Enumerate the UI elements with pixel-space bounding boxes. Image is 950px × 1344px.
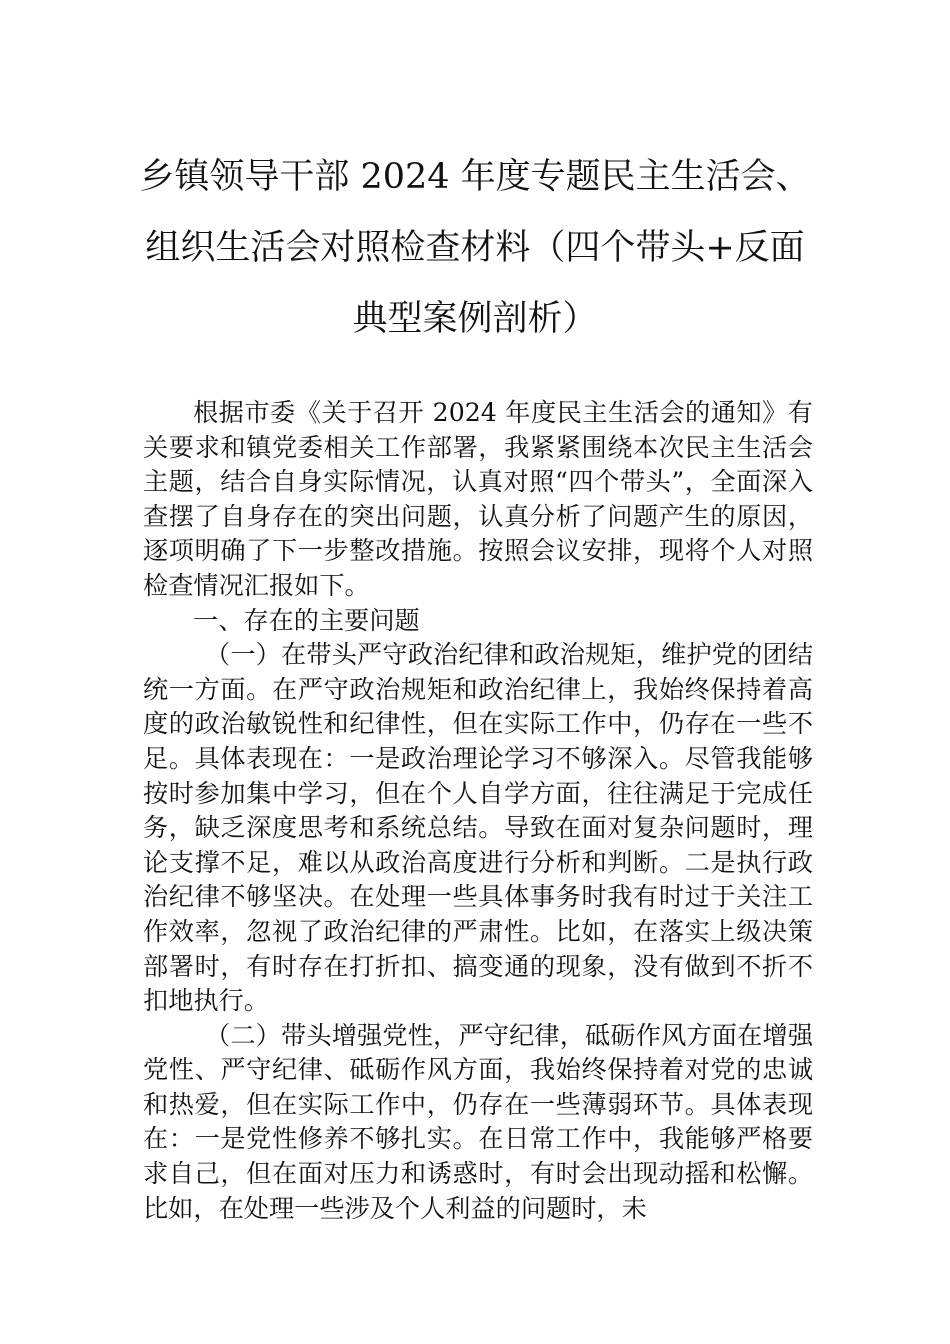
subsection-paragraph-2: （二）带头增强党性，严守纪律，砥砺作风方面在增强党性、严守纪律、砥砺作风方面，我始终保持着对党的忠诚和热爱，但在实际工作中，仍存在一些薄弱环节。具体表现在：一是党性修养不够扎实。在日常工作中，我能够严格要求自己，但在面对压力和诱惑时，有时会出现动摇和松懈。比如，在处理一些涉及个人利益的问题时，未 <box>143 1020 813 1223</box>
title-line-1: 乡镇领导干部 2024 年度专题民主生活会、 <box>139 157 811 197</box>
title-line-2: 组织生活会对照检查材料（四个带头+反面 <box>145 228 805 268</box>
subsection-paragraph-1: （一）在带头严守政治纪律和政治规矩，维护党的团结统一方面。在严守政治规矩和政治纪律上，我始终保持着高度的政治敏锐性和纪律性，但在实际工作中，仍存在一些不足。具体表现在：一是政治理论学习不够深入。尽管我能够按时参加集中学习，但在个人自学方面，往往满足于完成任务，缺乏深度思考和系统总结。导致在面对复杂问题时，理论支撑不足，难以从政治高度进行分析和判断。二是执行政治纪律不够坚决。在处理一些具体事务时我有时过于关注工作效率，忽视了政治纪律的严肃性。比如，在落实上级决策部署时，有时存在打折扣、搞变通的现象，没有做到不折不扣地执行。 <box>143 640 813 1016</box>
document-body <box>143 396 813 1226</box>
section-heading-problems: 一、存在的主要问题 <box>193 605 420 635</box>
document-title <box>130 157 820 373</box>
intro-paragraph: 根据市委《关于召开 2024 年度民主生活会的通知》有关要求和镇党委相关工作部署，我紧紧围绕本次民主生活会主题，结合自身实际情况，认真对照“四个带头”，全面深入查摆了自身存在的突出问题，认真分析了问题产生的原因，逐项明确了下一步整改措施。按照会议安排，现将个人对照检查情况汇报如下。 <box>143 398 813 600</box>
title-line-3: 典型案例剖析） <box>352 299 598 339</box>
